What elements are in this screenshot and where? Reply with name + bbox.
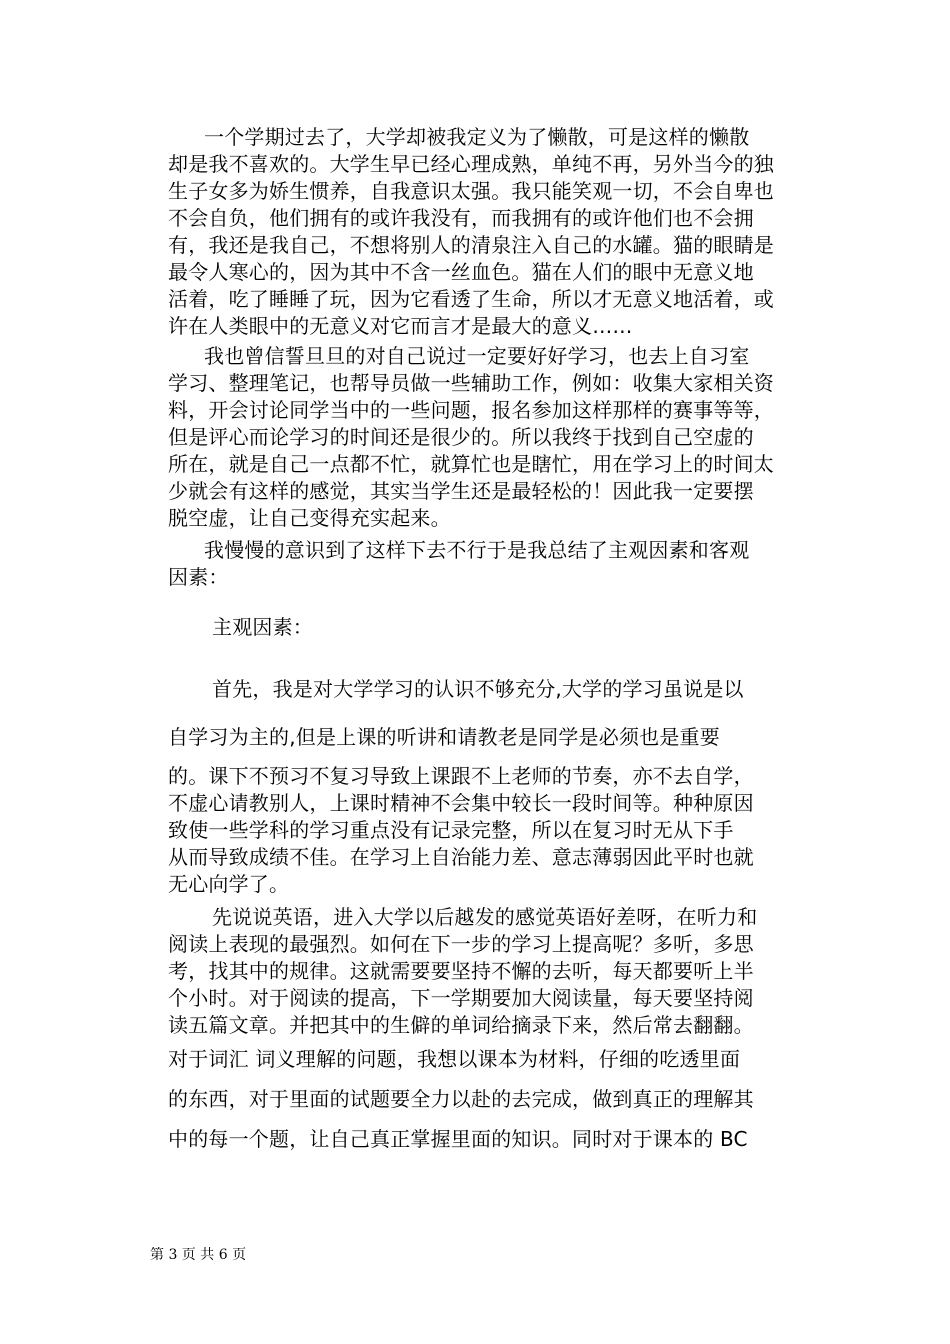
paragraph-line: 的。课下不预习不复习导致上课跟不上老师的节奏，亦不去自学， bbox=[168, 764, 754, 788]
paragraph-line: 致使一些学科的学习重点没有记录完整，所以在复习时无从下手 bbox=[168, 818, 734, 842]
paragraph-line: 却是我不喜欢的。大学生早已经心理成熟，单纯不再，另外当今的独 bbox=[168, 152, 774, 176]
paragraph-line: 所在，就是自己一点都不忙，就算忙也是瞎忙，用在学习上的时间太 bbox=[168, 452, 774, 476]
paragraph-line: 个小时。对于阅读的提高，下一学期要加大阅读量，每天要坚持阅 bbox=[168, 986, 754, 1010]
paragraph-5-second-line: 自学习为主的,但是上课的听讲和请教老是同学是必须也是重要 bbox=[168, 725, 720, 749]
paragraph-line: 少就会有这样的感觉，其实当学生还是最轻松的！因此我一定要摆 bbox=[168, 479, 754, 503]
paragraph-7-line-1: 对于词汇 词义理解的问题，我想以课本为材料，仔细的吃透里面 bbox=[168, 1047, 741, 1071]
paragraph-line: 从而导致成绩不佳。在学习上自治能力差、意志薄弱因此平时也就 bbox=[168, 845, 754, 869]
page-number-footer: 第 3 页 共 6 页 bbox=[150, 1247, 247, 1263]
paragraph-line: 活着，吃了睡睡了玩，因为它看透了生命，所以才无意义地活着，或 bbox=[168, 287, 774, 311]
paragraph-line: 我也曾信誓旦旦的对自己说过一定要好好学习，也去上自习室 bbox=[204, 344, 750, 368]
paragraph-1 bbox=[168, 124, 808, 340]
paragraph-line: 学习、整理笔记，也帮导员做一些辅助工作，例如：收集大家相关资 bbox=[168, 371, 774, 395]
paragraph-line: 读五篇文章。并把其中的生僻的单词给摘录下来，然后常去翻翻。 bbox=[168, 1013, 754, 1037]
paragraph-line: 料，开会讨论同学当中的一些问题，报名参加这样那样的赛事等等， bbox=[168, 398, 774, 422]
paragraph-7-line-3: 中的每一个题，让自己真正掌握里面的知识。同时对于课本的 BC bbox=[168, 1127, 748, 1151]
paragraph-line: 先说说英语，进入大学以后越发的感觉英语好差呀，在听力和 bbox=[212, 905, 758, 929]
paragraph-line: 不虚心请教别人，上课时精神不会集中较长一段时间等。种种原因 bbox=[168, 791, 754, 815]
paragraph-5 bbox=[168, 763, 808, 898]
paragraph-line: 考，找其中的规律。这就需要要坚持不懈的去听，每天都要听上半 bbox=[168, 959, 754, 983]
paragraph-line: 不会自负，他们拥有的或许我没有，而我拥有的或许他们也不会拥 bbox=[168, 206, 754, 230]
paragraph-line: 一个学期过去了，大学却被我定义为了懒散，可是这样的懒散 bbox=[204, 125, 750, 149]
paragraph-5-first-line: 首先，我是对大学学习的认识不够充分,大学的学习虽说是以 bbox=[212, 677, 744, 701]
paragraph-3 bbox=[168, 537, 808, 591]
paragraph-line: 无心向学了。 bbox=[168, 872, 290, 896]
subheading-subjective-factors: 主观因素： bbox=[212, 615, 313, 639]
paragraph-line: 因素： bbox=[168, 565, 229, 589]
paragraph-6 bbox=[168, 904, 808, 1039]
paragraph-line: 生子女多为娇生惯养，自我意识太强。我只能笑观一切，不会自卑也 bbox=[168, 179, 774, 203]
paragraph-line: 我慢慢的意识到了这样下去不行于是我总结了主观因素和客观 bbox=[204, 538, 750, 562]
paragraph-7-line-2: 的东西，对于里面的试题要全力以赴的去完成，做到真正的理解其 bbox=[168, 1087, 754, 1111]
paragraph-line: 阅读上表现的最强烈。如何在下一步的学习上提高呢？多听，多思 bbox=[168, 932, 754, 956]
paragraph-2 bbox=[168, 343, 808, 532]
paragraph-line: 许在人类眼中的无意义对它而言才是最大的意义…… bbox=[168, 314, 633, 338]
paragraph-line: 脱空虚，让自己变得充实起来。 bbox=[168, 506, 451, 530]
paragraph-line: 最令人寒心的，因为其中不含一丝血色。猫在人们的眼中无意义地 bbox=[168, 260, 754, 284]
paragraph-line: 有，我还是我自己，不想将别人的清泉注入自己的水罐。猫的眼睛是 bbox=[168, 233, 774, 257]
paragraph-line: 但是评心而论学习的时间还是很少的。所以我终于找到自己空虚的 bbox=[168, 425, 754, 449]
